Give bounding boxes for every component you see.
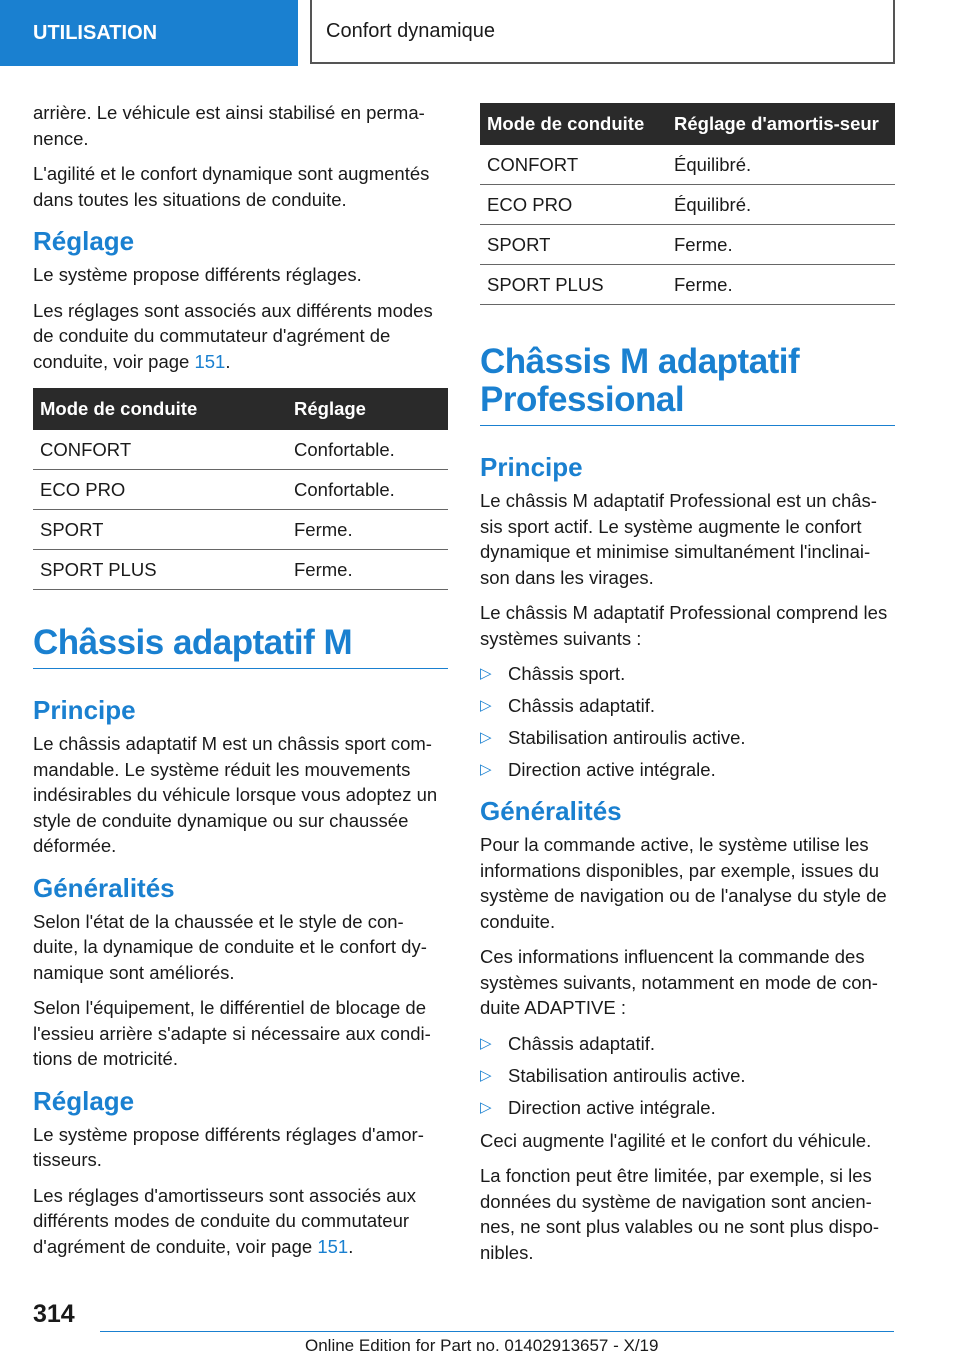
table-row (33, 510, 448, 550)
page-reference-link[interactable]: 151 (194, 350, 226, 372)
table-header-cell: Mode de conduite (480, 103, 667, 145)
section-tab (0, 0, 298, 66)
list-item-text: Stabilisation antiroulis active. (508, 727, 746, 748)
reglage-paragraph-2 (33, 298, 448, 375)
reglage-heading: Réglage (33, 226, 135, 256)
reglage-text-end: . (225, 350, 231, 372)
chassis-adaptatif-heading: Châssis adaptatif M (33, 624, 448, 669)
triangle-right-outline-icon: ▷ (480, 697, 492, 714)
table-cell: Confortable. (287, 470, 448, 510)
reglage-amortisseurs-paragraph-2 (33, 1183, 448, 1260)
list-item (480, 693, 895, 718)
table-cell: Ferme. (667, 265, 895, 305)
table-cell: Ferme. (667, 225, 895, 265)
table-header-row (33, 388, 448, 430)
generalites-heading: Généralités (33, 872, 175, 903)
reglage-text: Les réglages sont associés aux différents modes de conduite du commutateur d'agrément de conduite, voir page (33, 299, 433, 372)
list-item (480, 757, 895, 782)
table-cell: ECO PRO (480, 185, 667, 225)
triangle-right-outline-icon: ▷ (480, 1098, 492, 1116)
generalites-heading: Généralités (480, 796, 622, 826)
triangle-right-outline-icon: ▷ (480, 761, 492, 778)
principe-heading: Principe (480, 452, 583, 482)
damper-setting-table (480, 103, 895, 305)
list-item (480, 1095, 895, 1120)
footer-edition: Online Edition for Part no. 01402913657 - X/19 (305, 1336, 659, 1355)
list-item-text: Direction active intégrale. (508, 759, 716, 780)
table-row (480, 225, 895, 265)
table-cell: SPORT PLUS (33, 550, 287, 590)
list-item-text: Stabilisation antiroulis active. (508, 1064, 746, 1086)
table-header-cell: Réglage (287, 388, 448, 430)
reglage-paragraph-1: Le système propose différents réglages. (33, 264, 362, 285)
triangle-right-outline-icon: ▷ (480, 1034, 492, 1052)
triangle-right-outline-icon: ▷ (480, 1066, 492, 1084)
systems-list (480, 661, 895, 782)
list-item (480, 661, 895, 686)
driving-mode-table (33, 388, 448, 590)
list-item (480, 725, 895, 750)
list-item-text: Châssis adaptatif. (508, 1032, 656, 1054)
table-cell: Ferme. (287, 550, 448, 590)
table-header-row (480, 103, 895, 145)
reglage-amortisseurs-paragraph-1: Le système propose différents réglages d'amor-tisseurs. (33, 1123, 424, 1170)
chassis-m-professional-heading: Châssis M adaptatif Professional (480, 343, 895, 426)
table-cell: ECO PRO (33, 470, 287, 510)
generalites-paragraph-3: Ceci augmente l'agilité et le confort du véhicule. (480, 1129, 872, 1151)
list-item (480, 1063, 895, 1088)
reglage-amortisseurs-text: Les réglages d'amortisseurs sont associés aux différents modes de conduite du commutateur d'agrément de conduite, voir page (33, 1184, 416, 1257)
table-header-cell: Mode de conduite (33, 388, 287, 430)
adaptive-systems-list (480, 1031, 895, 1120)
principe-paragraph-2: Le châssis M adaptatif Professional comprend les systèmes suivants : (480, 602, 888, 649)
chapter-title: Confort dynamique (326, 19, 495, 42)
generalites-paragraph-4: La fonction peut être limitée, par exemple, si les données du système de navigation sont ancien-nes, ne sont plus valables ou ne sont plus dispo-nibles. (480, 1165, 880, 1263)
page-reference-link[interactable]: 151 (317, 1235, 349, 1257)
triangle-right-outline-icon: ▷ (480, 729, 492, 746)
principe-paragraph-1: Le châssis M adaptatif Professional est un châs-sis sport actif. Le système augmente le confort dynamique et minimise simultanément l'inclinai-son dans les virages. (480, 490, 877, 588)
table-cell: SPORT PLUS (480, 265, 667, 305)
section-title: UTILISATION (33, 21, 158, 44)
reglage-amortisseurs-heading: Réglage (33, 1085, 135, 1116)
left-column (33, 100, 448, 1269)
intro-paragraph-2: L'agilité et le confort dynamique sont augmentés dans toutes les situations de conduite. (33, 163, 430, 210)
table-cell: SPORT (480, 225, 667, 265)
generalites-paragraph-2: Selon l'équipement, le différentiel de blocage de l'essieu arrière s'adapte si nécessaire aux condi-tions de motricité. (33, 997, 431, 1069)
list-item-text: Direction active intégrale. (508, 1096, 716, 1118)
table-cell: SPORT (33, 510, 287, 550)
generalites-paragraph-1: Selon l'état de la chaussée et le style de con-duite, la dynamique de conduite et le confort dy-namique sont améliorés. (33, 910, 427, 983)
table-row (33, 550, 448, 590)
list-item-text: Châssis adaptatif. (508, 695, 656, 716)
list-item (480, 1031, 895, 1056)
table-row (480, 145, 895, 185)
page-number: 314 (33, 1300, 75, 1328)
principe-heading: Principe (33, 695, 136, 725)
table-cell: Équilibré. (667, 145, 895, 185)
table-row (33, 430, 448, 470)
right-column (480, 103, 895, 1275)
table-cell: Ferme. (287, 510, 448, 550)
table-row (480, 185, 895, 225)
table-cell: Équilibré. (667, 185, 895, 225)
footer-divider (100, 1331, 894, 1332)
list-item-text: Châssis sport. (508, 663, 626, 684)
intro-paragraph-1: arrière. Le véhicule est ainsi stabilisé en perma-nence. (33, 102, 425, 149)
chapter-header (310, 0, 895, 64)
generalites-paragraph-1: Pour la commande active, le système utilise les informations disponibles, par exemple, issues du système de navigation ou de l'analyse du style de conduite. (480, 834, 887, 932)
table-row (33, 470, 448, 510)
generalites-paragraph-2: Ces informations influencent la commande des systèmes suivants, notamment en mode de con-duite ADAPTIVE : (480, 946, 878, 1018)
principe-paragraph: Le châssis adaptatif M est un châssis sport com-mandable. Le système réduit les mouvements indésirables du véhicule lorsque vous adoptez un style de conduite dynamique ou sur chaussée déformée. (33, 733, 438, 856)
reglage-amortisseurs-text-end: . (348, 1235, 354, 1257)
table-cell: CONFORT (480, 145, 667, 185)
table-header-cell: Réglage d'amortis-seur (667, 103, 895, 145)
table-row (480, 265, 895, 305)
triangle-right-outline-icon: ▷ (480, 665, 492, 682)
table-cell: CONFORT (33, 430, 287, 470)
table-cell: Confortable. (287, 430, 448, 470)
